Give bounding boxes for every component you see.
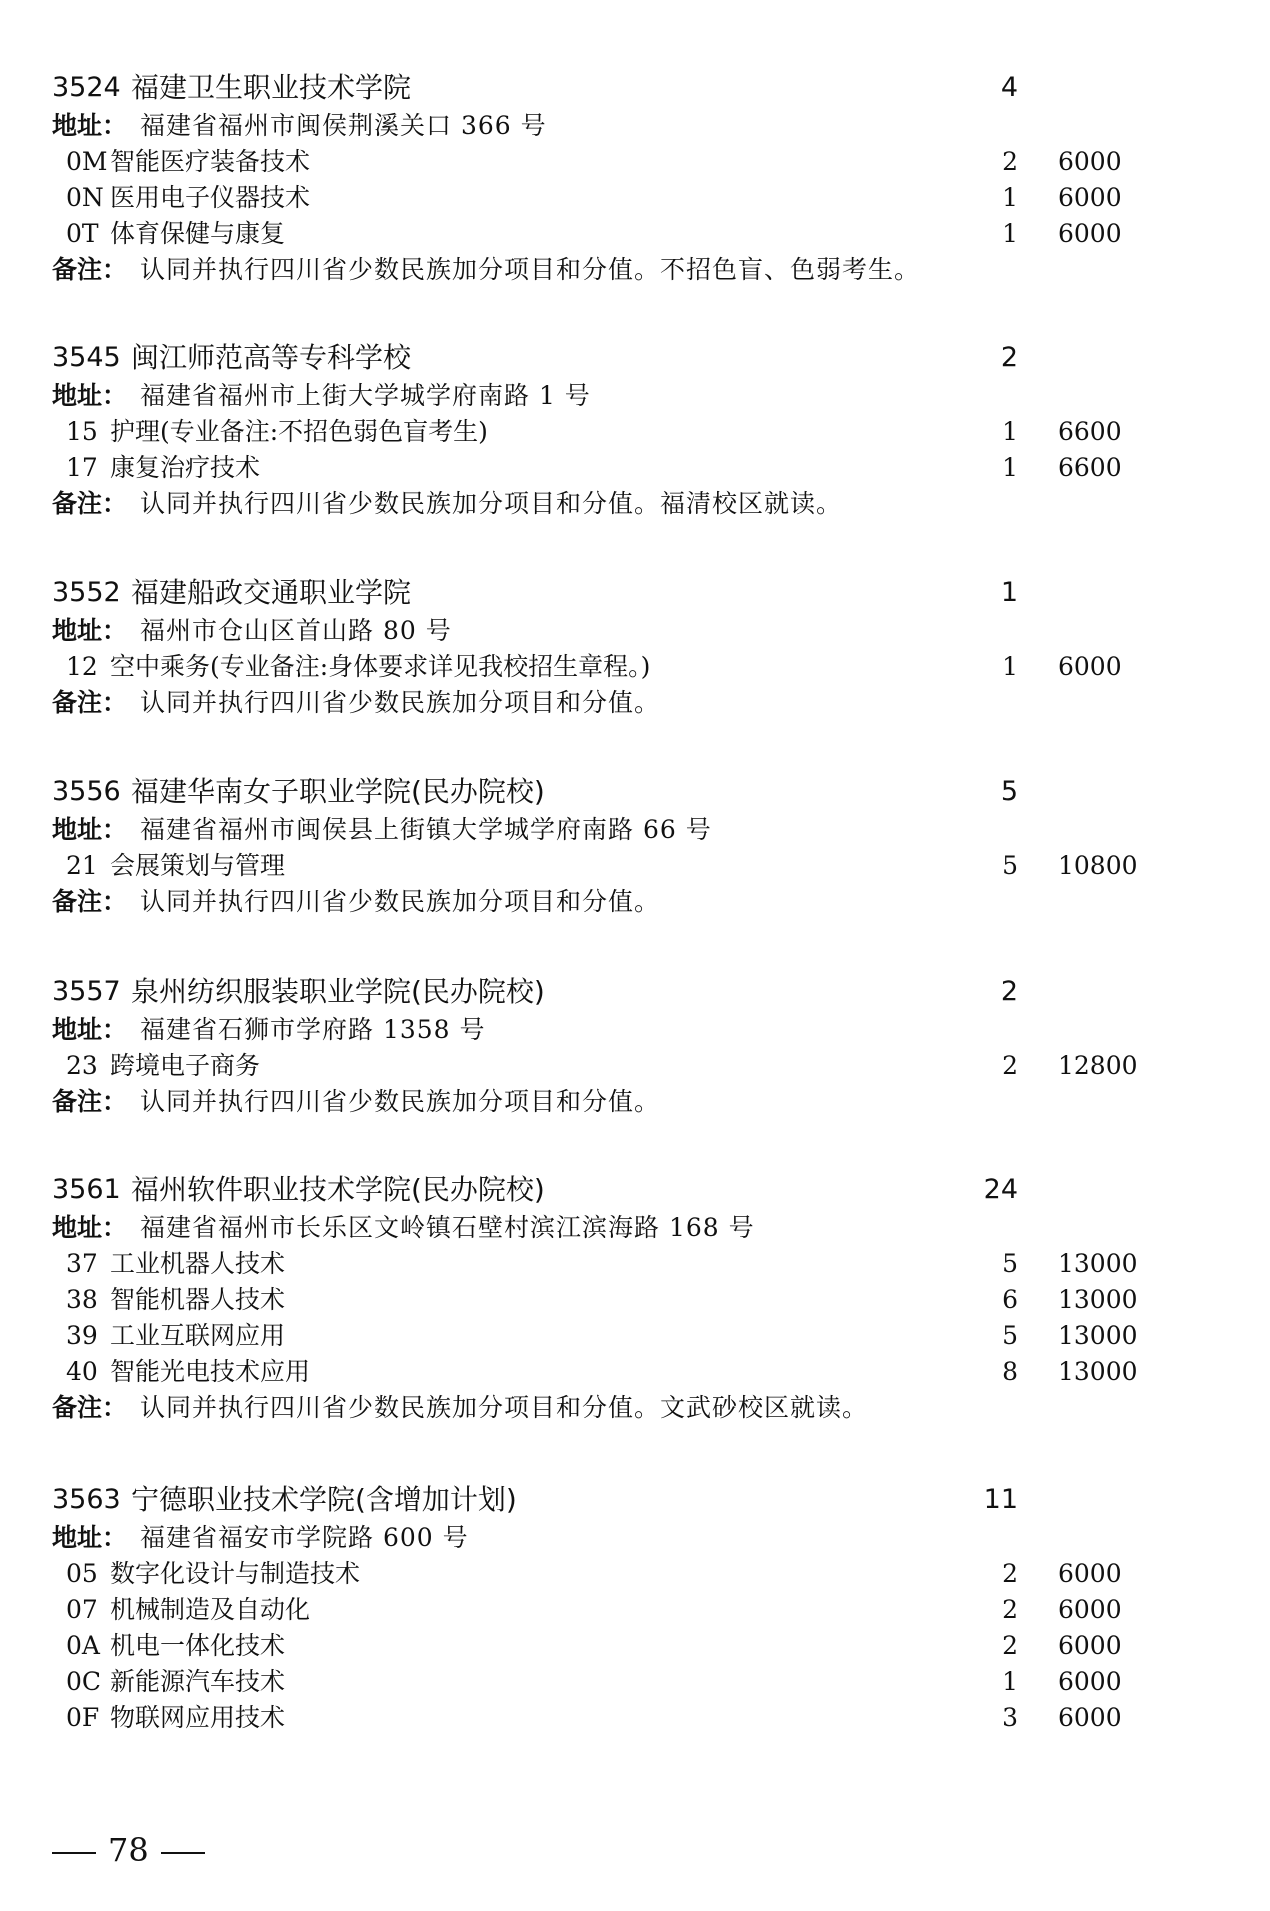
major-fee: 6000 [1058, 1595, 1122, 1624]
page-footer [52, 1830, 205, 1870]
major-fee: 6000 [1058, 1559, 1122, 1588]
school-note [0, 252, 1270, 288]
footer-dash-left [52, 1852, 96, 1854]
note-label: 备注： [52, 489, 128, 518]
major-fee: 6000 [1058, 183, 1122, 212]
major-row [0, 1664, 1270, 1700]
school-entry [0, 1480, 1270, 1736]
school-code: 3556 [52, 776, 121, 807]
major-count: 2 [1002, 1559, 1018, 1588]
note-label: 备注： [52, 255, 128, 284]
major-name: 物联网应用技术 [110, 1703, 286, 1732]
school-entry [0, 338, 1270, 522]
major-fee: 13000 [1058, 1285, 1138, 1314]
major-name: 机电一体化技术 [110, 1631, 286, 1660]
school-address [0, 1012, 1270, 1048]
school-total: 5 [1000, 776, 1018, 807]
major-name: 新能源汽车技术 [110, 1667, 286, 1696]
address-text: 福建省石狮市学府路 1358 号 [140, 1015, 486, 1044]
major-row [0, 649, 1270, 685]
school-total: 1 [1000, 577, 1018, 608]
address-label: 地址： [52, 1213, 128, 1242]
major-fee: 6600 [1058, 453, 1122, 482]
major-count: 5 [1002, 1249, 1018, 1278]
note-text: 认同并执行四川省少数民族加分项目和分值。不招色盲、色弱考生。 [140, 255, 921, 284]
major-code: 23 [66, 1051, 98, 1080]
major-name: 护理(专业备注:不招色弱色盲考生) [110, 417, 488, 446]
major-code: 12 [66, 652, 98, 681]
school-header [0, 972, 1270, 1012]
major-name: 体育保健与康复 [110, 219, 286, 248]
major-name: 机械制造及自动化 [110, 1595, 311, 1624]
school-header [0, 573, 1270, 613]
school-total: 2 [1000, 976, 1018, 1007]
major-row [0, 1048, 1270, 1084]
major-row [0, 1628, 1270, 1664]
major-row [0, 144, 1270, 180]
school-total: 11 [983, 1484, 1018, 1515]
major-row [0, 1282, 1270, 1318]
address-label: 地址： [52, 815, 128, 844]
major-name: 智能机器人技术 [110, 1285, 286, 1314]
major-row [0, 1354, 1270, 1390]
school-address [0, 378, 1270, 414]
school-entry [0, 1170, 1270, 1426]
school-name: 泉州纺织服装职业学院(民办院校) [131, 975, 545, 1008]
major-fee: 13000 [1058, 1357, 1138, 1386]
school-note [0, 486, 1270, 522]
major-count: 2 [1002, 1051, 1018, 1080]
major-code: 0A [66, 1631, 100, 1660]
major-fee: 10800 [1058, 851, 1138, 880]
major-code: 21 [66, 851, 98, 880]
school-name: 闽江师范高等专科学校 [131, 341, 412, 374]
major-name: 智能医疗装备技术 [110, 147, 311, 176]
address-text: 福建省福州市闽侯荆溪关口 366 号 [140, 111, 547, 140]
major-code: 15 [66, 417, 98, 446]
major-row [0, 1246, 1270, 1282]
major-count: 1 [1002, 453, 1018, 482]
major-name: 跨境电子商务 [110, 1051, 261, 1080]
school-header [0, 338, 1270, 378]
major-code: 0C [66, 1667, 102, 1696]
major-fee: 13000 [1058, 1249, 1138, 1278]
major-code: 0M [66, 147, 108, 176]
major-row [0, 216, 1270, 252]
note-text: 认同并执行四川省少数民族加分项目和分值。 [140, 1087, 661, 1116]
major-row [0, 450, 1270, 486]
school-note [0, 1084, 1270, 1120]
major-code: 0N [66, 183, 104, 212]
page-number: 78 [108, 1831, 149, 1869]
school-code: 3557 [52, 976, 121, 1007]
major-count: 1 [1002, 1667, 1018, 1696]
note-text: 认同并执行四川省少数民族加分项目和分值。 [140, 688, 661, 717]
major-count: 5 [1002, 851, 1018, 880]
major-name: 会展策划与管理 [110, 851, 286, 880]
school-address [0, 108, 1270, 144]
major-code: 17 [66, 453, 98, 482]
major-code: 0T [66, 219, 99, 248]
note-label: 备注： [52, 1087, 128, 1116]
school-header [0, 1170, 1270, 1210]
major-count: 1 [1002, 219, 1018, 248]
school-note [0, 685, 1270, 721]
major-name: 康复治疗技术 [110, 453, 261, 482]
major-fee: 6600 [1058, 417, 1122, 446]
major-row [0, 1556, 1270, 1592]
major-count: 8 [1002, 1357, 1018, 1386]
major-code: 07 [66, 1595, 98, 1624]
school-name: 福建卫生职业技术学院 [131, 71, 412, 104]
footer-dash-right [161, 1852, 205, 1854]
school-code: 3545 [52, 342, 121, 373]
major-code: 37 [66, 1249, 98, 1278]
major-row [0, 180, 1270, 216]
school-code: 3552 [52, 577, 121, 608]
major-name: 数字化设计与制造技术 [110, 1559, 361, 1588]
major-count: 2 [1002, 1595, 1018, 1624]
address-label: 地址： [52, 1015, 128, 1044]
major-code: 39 [66, 1321, 98, 1350]
major-fee: 6000 [1058, 1631, 1122, 1660]
school-address [0, 812, 1270, 848]
major-name: 工业机器人技术 [110, 1249, 286, 1278]
school-entry [0, 972, 1270, 1120]
major-fee: 6000 [1058, 652, 1122, 681]
address-text: 福建省福州市长乐区文岭镇石壁村滨江滨海路 168 号 [140, 1213, 755, 1242]
major-row [0, 1700, 1270, 1736]
major-code: 38 [66, 1285, 98, 1314]
major-fee: 6000 [1058, 219, 1122, 248]
note-label: 备注： [52, 688, 128, 717]
major-fee: 12800 [1058, 1051, 1138, 1080]
school-code: 3563 [52, 1484, 121, 1515]
school-code: 3561 [52, 1174, 121, 1205]
address-text: 福建省福州市闽侯县上街镇大学城学府南路 66 号 [140, 815, 712, 844]
school-name: 宁德职业技术学院(含增加计划) [131, 1483, 517, 1516]
note-label: 备注： [52, 887, 128, 916]
address-label: 地址： [52, 111, 128, 140]
school-name: 福建船政交通职业学院 [131, 576, 412, 609]
school-header [0, 772, 1270, 812]
major-row [0, 1318, 1270, 1354]
school-address [0, 1210, 1270, 1246]
major-code: 0F [66, 1703, 100, 1732]
major-count: 6 [1002, 1285, 1018, 1314]
school-total: 24 [983, 1174, 1018, 1205]
major-name: 智能光电技术应用 [110, 1357, 311, 1386]
address-text: 福建省福州市上街大学城学府南路 1 号 [140, 381, 591, 410]
school-header [0, 1480, 1270, 1520]
major-count: 1 [1002, 652, 1018, 681]
note-label: 备注： [52, 1393, 128, 1422]
major-code: 05 [66, 1559, 98, 1588]
note-text: 认同并执行四川省少数民族加分项目和分值。 [140, 887, 661, 916]
major-count: 2 [1002, 147, 1018, 176]
address-label: 地址： [52, 381, 128, 410]
note-text: 认同并执行四川省少数民族加分项目和分值。文武砂校区就读。 [140, 1393, 869, 1422]
major-row [0, 1592, 1270, 1628]
school-entry [0, 68, 1270, 288]
major-name: 空中乘务(专业备注:身体要求详见我校招生章程。) [110, 652, 651, 681]
major-count: 1 [1002, 183, 1018, 212]
address-text: 福州市仓山区首山路 80 号 [140, 616, 452, 645]
major-row [0, 848, 1270, 884]
major-fee: 6000 [1058, 1667, 1122, 1696]
address-label: 地址： [52, 1523, 128, 1552]
school-header [0, 68, 1270, 108]
major-count: 3 [1002, 1703, 1018, 1732]
school-name: 福州软件职业技术学院(民办院校) [131, 1173, 545, 1206]
school-entry [0, 573, 1270, 721]
major-fee: 6000 [1058, 1703, 1122, 1732]
school-note [0, 1390, 1270, 1426]
school-note [0, 884, 1270, 920]
school-total: 4 [1000, 72, 1018, 103]
school-entry [0, 772, 1270, 920]
major-row [0, 414, 1270, 450]
major-count: 5 [1002, 1321, 1018, 1350]
school-total: 2 [1000, 342, 1018, 373]
note-text: 认同并执行四川省少数民族加分项目和分值。福清校区就读。 [140, 489, 843, 518]
major-code: 40 [66, 1357, 98, 1386]
address-text: 福建省福安市学院路 600 号 [140, 1523, 469, 1552]
major-name: 工业互联网应用 [110, 1321, 286, 1350]
major-name: 医用电子仪器技术 [110, 183, 311, 212]
major-count: 1 [1002, 417, 1018, 446]
school-address [0, 613, 1270, 649]
major-fee: 6000 [1058, 147, 1122, 176]
major-count: 2 [1002, 1631, 1018, 1660]
major-fee: 13000 [1058, 1321, 1138, 1350]
school-address [0, 1520, 1270, 1556]
school-name: 福建华南女子职业学院(民办院校) [131, 775, 545, 808]
school-code: 3524 [52, 72, 121, 103]
address-label: 地址： [52, 616, 128, 645]
